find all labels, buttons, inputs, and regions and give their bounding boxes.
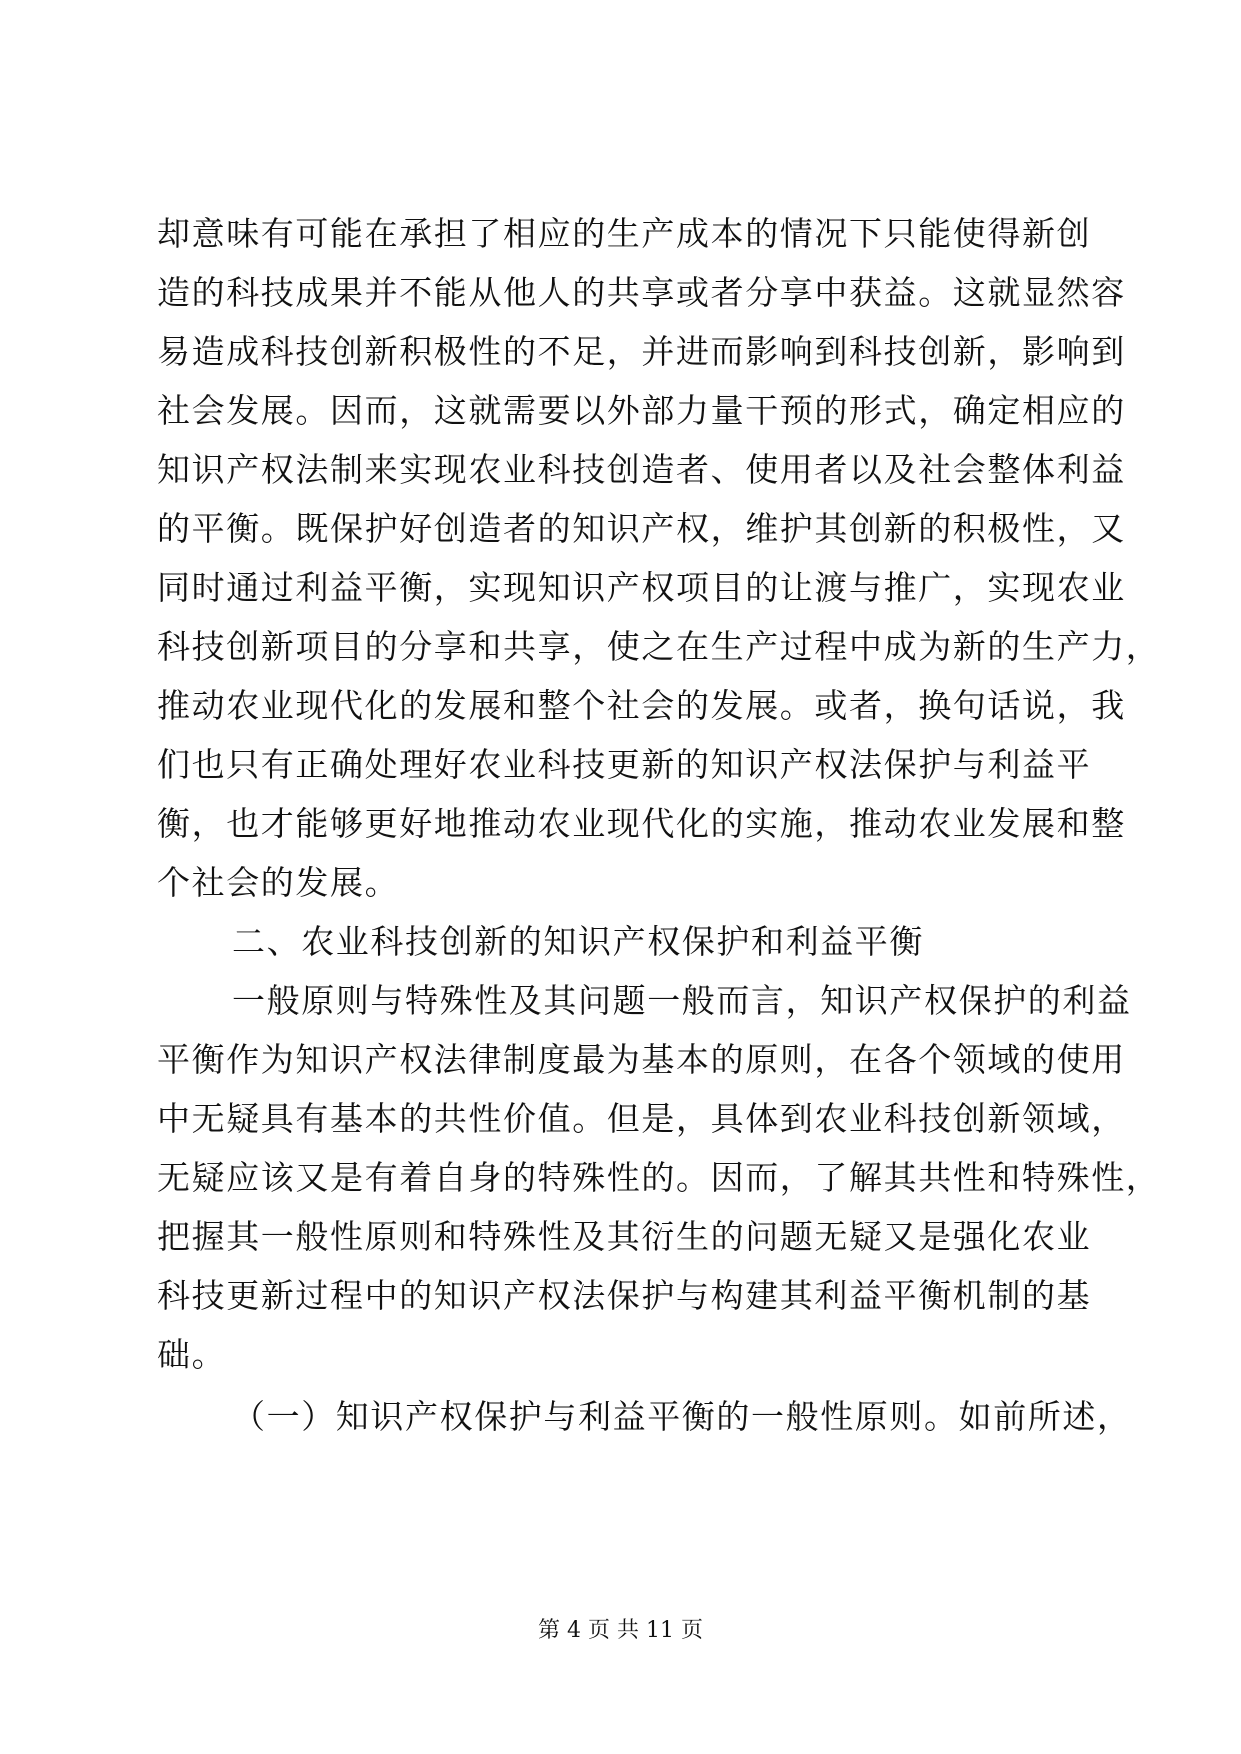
body-text-line: 无疑应该又是有着自身的特殊性的。因而，了解其共性和特殊性， [157,1158,1161,1197]
page-footer: 第 4 页 共 11 页 [538,1618,703,1643]
body-text-line: 个社会的发展。 [157,863,400,902]
body-text-line: 们也只有正确处理好农业科技更新的知识产权法保护与利益平 [157,745,1092,784]
body-text-line: 造的科技成果并不能从他人的共享或者分享中获益。这就显然容 [157,273,1126,312]
body-text-line: 科技更新过程中的知识产权法保护与构建其利益平衡机制的基 [157,1276,1092,1315]
body-text-line: 平衡作为知识产权法律制度最为基本的原则，在各个领域的使用 [157,1040,1126,1079]
body-text-line: （一）知识产权保护与利益平衡的一般性原则。如前所述， [232,1397,1132,1436]
body-text-line: 社会发展。因而，这就需要以外部力量干预的形式，确定相应的 [157,391,1126,430]
section-heading: 二、农业科技创新的知识产权保护和利益平衡 [232,922,924,961]
body-text-line: 科技创新项目的分享和共享，使之在生产过程中成为新的生产力， [157,627,1161,666]
body-text-line: 易造成科技创新积极性的不足，并进而影响到科技创新，影响到 [157,332,1126,371]
body-text-line: 一般原则与特殊性及其问题一般而言，知识产权保护的利益 [232,981,1132,1020]
body-text-line: 的平衡。既保护好创造者的知识产权，维护其创新的积极性，又 [157,509,1126,548]
body-text-line: 中无疑具有基本的共性价值。但是，具体到农业科技创新领域， [157,1099,1126,1138]
body-text-line: 知识产权法制来实现农业科技创造者、使用者以及社会整体利益 [157,450,1126,489]
body-text-line: 把握其一般性原则和特殊性及其衍生的问题无疑又是强化农业 [157,1217,1092,1256]
body-text-line: 推动农业现代化的发展和整个社会的发展。或者，换句话说，我 [157,686,1126,725]
body-text-line: 同时通过利益平衡，实现知识产权项目的让渡与推广，实现农业 [157,568,1126,607]
body-text-line: 却意味有可能在承担了相应的生产成本的情况下只能使得新创 [157,214,1092,253]
body-text-line: 衡，也才能够更好地推动农业现代化的实施，推动农业发展和整 [157,804,1126,843]
body-text-line: 础。 [157,1335,227,1374]
